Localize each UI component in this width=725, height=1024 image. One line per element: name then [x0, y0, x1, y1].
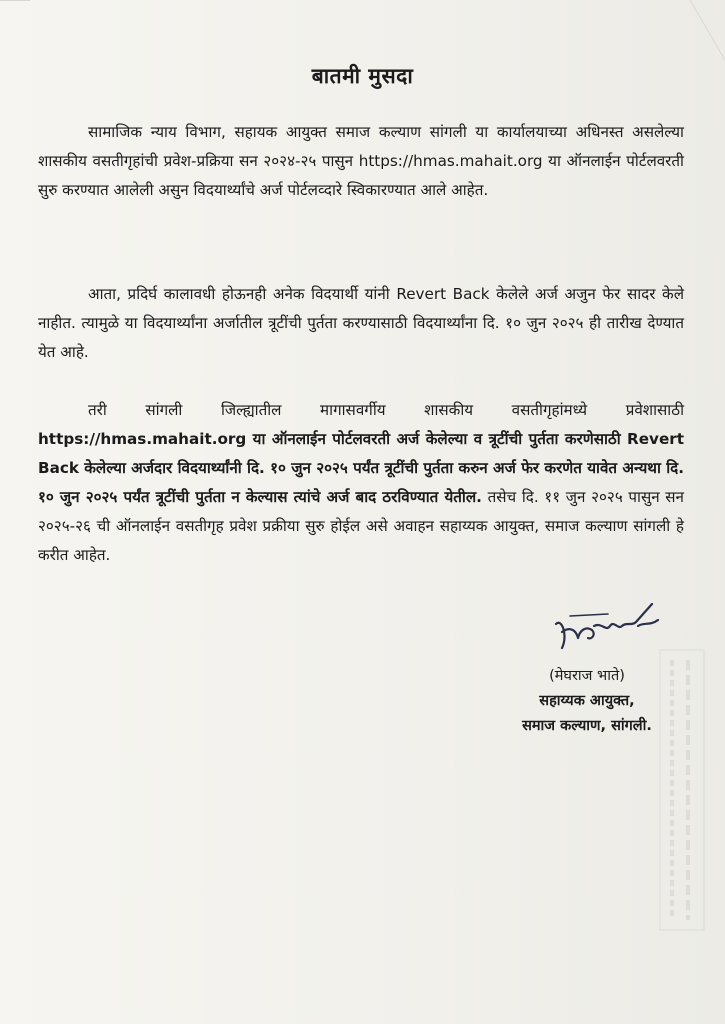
faded-stamp-watermark	[652, 640, 712, 940]
signatory-office: समाज कल्याण, सांगली.	[522, 718, 652, 734]
signatory-name: (मेघराज भाते)	[549, 668, 625, 684]
paragraph-2-text: आता, प्रदिर्घ कालावधी होऊनही अनेक विदयार्थी यांनी Revert Back केलेले अर्ज अजुन फेर सादर केले नाहीत. त्यामुळे या विदयार्थ्यांना अर्जातील त्रूटींची पुर्तता करण्यासाठी विदयार्थ्यांना दि. १० जुन २०२५ ही तारीख देण्यात येत आहे.	[38, 285, 684, 361]
paragraph-2	[38, 280, 684, 367]
paragraph-3-end: तसेच दि. ११ जुन २०२५ पासुन सन २०२५-२६ ची ऑनलाईन वसतीगृह प्रवेश प्रक्रीया सुरु होईल असे अवाहन सहाय्यक आयुक्त, समाज कल्याण सांगली हे करीत आहेत.	[38, 488, 684, 564]
signatory-designation: सहाय्यक आयुक्त,	[539, 693, 635, 709]
paragraph-3-bold: https://hmas.mahait.org या ऑनलाईन पोर्टलवरती अर्ज केलेल्या व त्रूटींची पुर्तता करणेसाठी Revert Back केलेल्या अर्जदार विदयार्थ्यांनी दि. १० जुन २०२५ पर्यंत त्रूटींची पुर्तता करुन अर्ज फेर करणेत यावेत अन्यथा दि. १० जुन २०२५ पर्यंत त्रूटींची पुर्तता न केल्यास त्यांचे अर्ज बाद ठरविण्यात येतील.	[38, 430, 684, 506]
paragraph-3-start: तरी सांगली जिल्ह्यातील मागासवर्गीय शासकीय वसतीगृहांमध्ये प्रवेशासाठी	[88, 401, 684, 419]
paragraph-1	[38, 118, 684, 205]
document-title: बातमी मुसदा	[311, 64, 414, 88]
handwritten-signature	[548, 596, 668, 666]
paragraph-1-text: सामाजिक न्याय विभाग, सहायक आयुक्त समाज कल्याण सांगली या कार्यालयाच्या अधिनस्त असलेल्या शासकीय वसतीगृहांची प्रवेश-प्रक्रिया सन २०२४-२५ पासुन https://hmas.mahait.org या ऑनलाईन पोर्टलवरती सुरु करण्यात आलेली असुन विदयार्थ्यांचे अर्ज पोर्टलव्दारे स्विकारण्यात आले आहेत.	[38, 123, 684, 199]
paragraph-3	[38, 396, 684, 570]
